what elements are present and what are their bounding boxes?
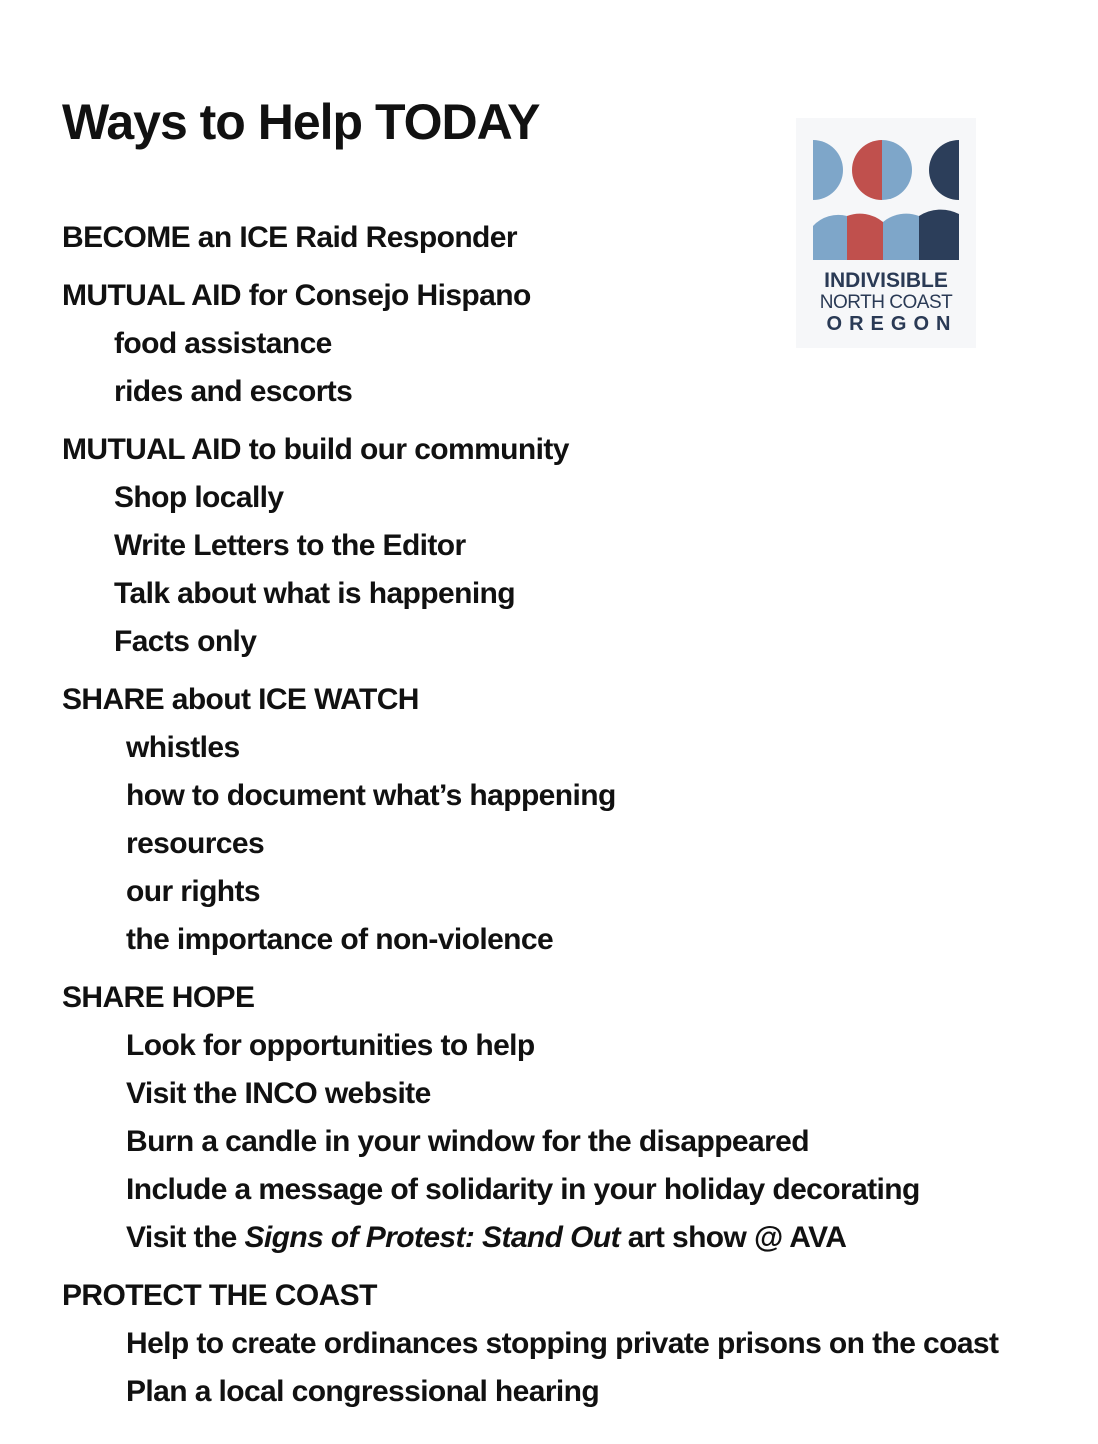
list-item: Burn a candle in your window for the disappeared xyxy=(126,1125,809,1158)
list-item: Visit the INCO website xyxy=(126,1077,431,1110)
section-mutual-aid-consejo xyxy=(62,269,1072,416)
section-heading: BECOME an ICE Raid Responder xyxy=(62,221,517,254)
logo-shape-top-2 xyxy=(852,140,882,200)
section-heading: MUTUAL AID for Consejo Hispano xyxy=(62,279,531,312)
logo-shape-top-1 xyxy=(813,140,843,200)
art-show-title: Signs of Protest: Stand Out xyxy=(244,1221,620,1254)
list-item: food assistance xyxy=(114,327,332,360)
section-items xyxy=(62,474,1072,666)
section-ice-raid-responder xyxy=(62,214,1072,262)
list-item: Write Letters to the Editor xyxy=(114,529,466,562)
section-heading: PROTECT THE COAST xyxy=(62,1279,377,1312)
list-item: resources xyxy=(126,827,265,860)
section-items xyxy=(62,1022,1072,1262)
list-item: whistles xyxy=(126,731,240,764)
item-text: Visit the xyxy=(126,1221,245,1254)
section-heading: SHARE HOPE xyxy=(62,981,255,1014)
page-title: Ways to Help TODAY xyxy=(62,94,540,150)
list-item: Talk about what is happening xyxy=(114,577,516,610)
list-item: Facts only xyxy=(114,625,257,658)
list-item xyxy=(62,1214,1072,1262)
logo-text-line3: OREGON xyxy=(826,313,958,335)
section-items xyxy=(62,1320,1072,1416)
list-item: Include a message of solidarity in your holiday decorating xyxy=(126,1173,920,1206)
section-protect-the-coast xyxy=(62,1272,1072,1416)
item-text: art show @ AVA xyxy=(619,1221,847,1254)
section-items xyxy=(62,320,1072,416)
list-item: Look for opportunities to help xyxy=(126,1029,535,1062)
logo-shape-top-3 xyxy=(882,140,912,200)
list-item: Help to create ordinances stopping private prisons on the coast xyxy=(126,1327,999,1360)
logo-shape-top-4 xyxy=(929,140,959,200)
logo-text-line2: NORTH COAST xyxy=(819,292,953,313)
section-heading: MUTUAL AID to build our community xyxy=(62,433,569,466)
list-item: rides and escorts xyxy=(114,375,353,408)
section-heading: SHARE about ICE WATCH xyxy=(62,683,419,716)
list-item: Shop locally xyxy=(114,481,284,514)
list-item: Plan a local congressional hearing xyxy=(126,1375,600,1408)
logo-text-line1: INDIVISIBLE xyxy=(824,269,948,292)
list-item: the importance of non-violence xyxy=(126,923,554,956)
list-item: our rights xyxy=(126,875,260,908)
section-items xyxy=(62,724,1072,964)
section-mutual-aid-community xyxy=(62,426,1072,666)
list-item: how to document what’s happening xyxy=(126,779,616,812)
section-share-ice-watch xyxy=(62,676,1072,964)
section-share-hope xyxy=(62,974,1072,1262)
help-list xyxy=(62,214,1072,1426)
